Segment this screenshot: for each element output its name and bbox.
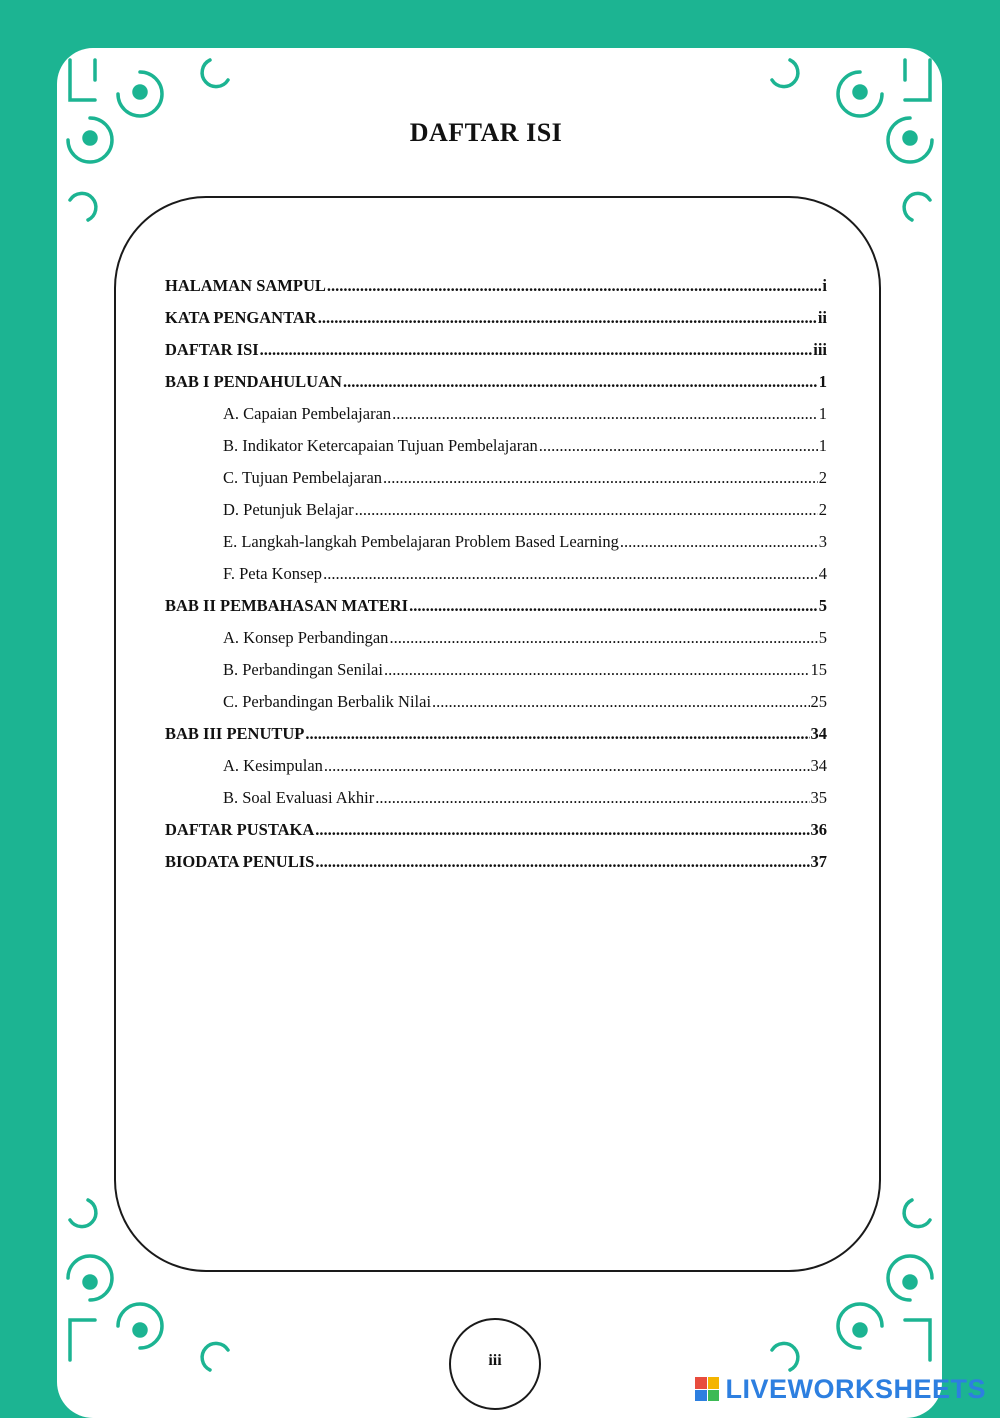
toc-entry-label: C. Perbandingan Berbalik Nilai <box>223 692 432 711</box>
toc-entry-page: 25 <box>810 692 827 711</box>
toc-entry <box>165 398 827 430</box>
toc-entry <box>165 334 827 366</box>
toc-entry-label: DAFTAR ISI <box>165 340 259 359</box>
toc-entry-label: B. Perbandingan Senilai <box>223 660 383 679</box>
dot-leader <box>315 846 809 878</box>
toc-entry <box>165 494 827 526</box>
toc-entry <box>165 814 827 846</box>
toc-entry-page: ii <box>817 308 827 327</box>
toc-entry-page: i <box>822 276 827 295</box>
toc-entry-label: B. Soal Evaluasi Akhir <box>223 788 375 807</box>
toc-entry <box>165 590 827 622</box>
toc-entry <box>165 430 827 462</box>
dot-leader <box>392 398 818 430</box>
toc-entry <box>165 622 827 654</box>
toc-entry-label: BIODATA PENULIS <box>165 852 315 871</box>
dot-leader <box>620 526 818 558</box>
toc-entry-page: 4 <box>818 564 827 583</box>
toc-entry-page: 1 <box>818 372 827 391</box>
liveworksheets-logo-icon <box>695 1377 719 1401</box>
dot-leader <box>315 814 809 846</box>
dot-leader <box>318 302 817 334</box>
brand-name: LIVEWORKSHEETS <box>725 1373 986 1404</box>
toc-entry-label: A. Konsep Perbandingan <box>223 628 389 647</box>
toc-entry-label: BAB I PENDAHULUAN <box>165 372 342 391</box>
toc-entry <box>165 366 827 398</box>
toc-entry-page: 34 <box>810 756 827 775</box>
dot-leader <box>375 782 809 814</box>
toc-entry-label: B. Indikator Ketercapaian Tujuan Pembelajaran <box>223 436 538 455</box>
toc-entry <box>165 270 827 302</box>
toc-entry <box>165 750 827 782</box>
toc-entry-page: iii <box>813 340 827 359</box>
toc-entry-label: A. Capaian Pembelajaran <box>223 404 392 423</box>
toc-entry-label: D. Petunjuk Belajar <box>223 500 354 519</box>
dot-leader <box>384 654 810 686</box>
toc-entry <box>165 686 827 718</box>
dot-leader <box>343 366 818 398</box>
dot-leader <box>383 462 818 494</box>
toc-entry-page: 2 <box>818 500 827 519</box>
toc-entry-page: 15 <box>810 660 827 679</box>
dot-leader <box>305 718 809 750</box>
dot-leader <box>389 622 817 654</box>
toc-entry <box>165 846 827 878</box>
toc-entry <box>165 782 827 814</box>
dot-leader <box>539 430 818 462</box>
toc-entry-label: HALAMAN SAMPUL <box>165 276 326 295</box>
toc-entry <box>165 462 827 494</box>
toc-entry <box>165 558 827 590</box>
toc-entry-label: C. Tujuan Pembelajaran <box>223 468 383 487</box>
toc-entry-page: 35 <box>810 788 827 807</box>
toc-entry <box>165 302 827 334</box>
toc-entry-page: 1 <box>818 404 827 423</box>
dot-leader <box>260 334 813 366</box>
toc-entry-label: DAFTAR PUSTAKA <box>165 820 315 839</box>
dot-leader <box>432 686 809 718</box>
toc-entry <box>165 526 827 558</box>
dot-leader <box>409 590 818 622</box>
toc-entry-label: F. Peta Konsep <box>223 564 323 583</box>
toc-entry-label: BAB II PEMBAHASAN MATERI <box>165 596 409 615</box>
page-title: DAFTAR ISI <box>409 118 563 147</box>
toc-entry-label: E. Langkah-langkah Pembelajaran Problem Based Learning <box>223 532 619 551</box>
dot-leader <box>324 750 810 782</box>
toc-entry-label: BAB III PENUTUP <box>165 724 305 743</box>
toc-entry-page: 37 <box>810 852 827 871</box>
dot-leader <box>355 494 818 526</box>
toc-entry <box>165 718 827 750</box>
page-number: iii <box>488 1352 502 1369</box>
toc-entry-page: 2 <box>818 468 827 487</box>
table-of-contents <box>165 270 827 878</box>
toc-entry-page: 3 <box>818 532 827 551</box>
toc-entry-page: 5 <box>818 628 827 647</box>
toc-entry-page: 1 <box>818 436 827 455</box>
toc-entry-label: KATA PENGANTAR <box>165 308 317 327</box>
toc-entry <box>165 654 827 686</box>
toc-entry-label: A. Kesimpulan <box>223 756 323 775</box>
dot-leader <box>323 558 818 590</box>
brand-watermark <box>695 1373 986 1405</box>
toc-entry-page: 34 <box>810 724 827 743</box>
toc-entry-page: 5 <box>818 596 827 615</box>
dot-leader <box>327 270 822 302</box>
toc-entry-page: 36 <box>810 820 827 839</box>
